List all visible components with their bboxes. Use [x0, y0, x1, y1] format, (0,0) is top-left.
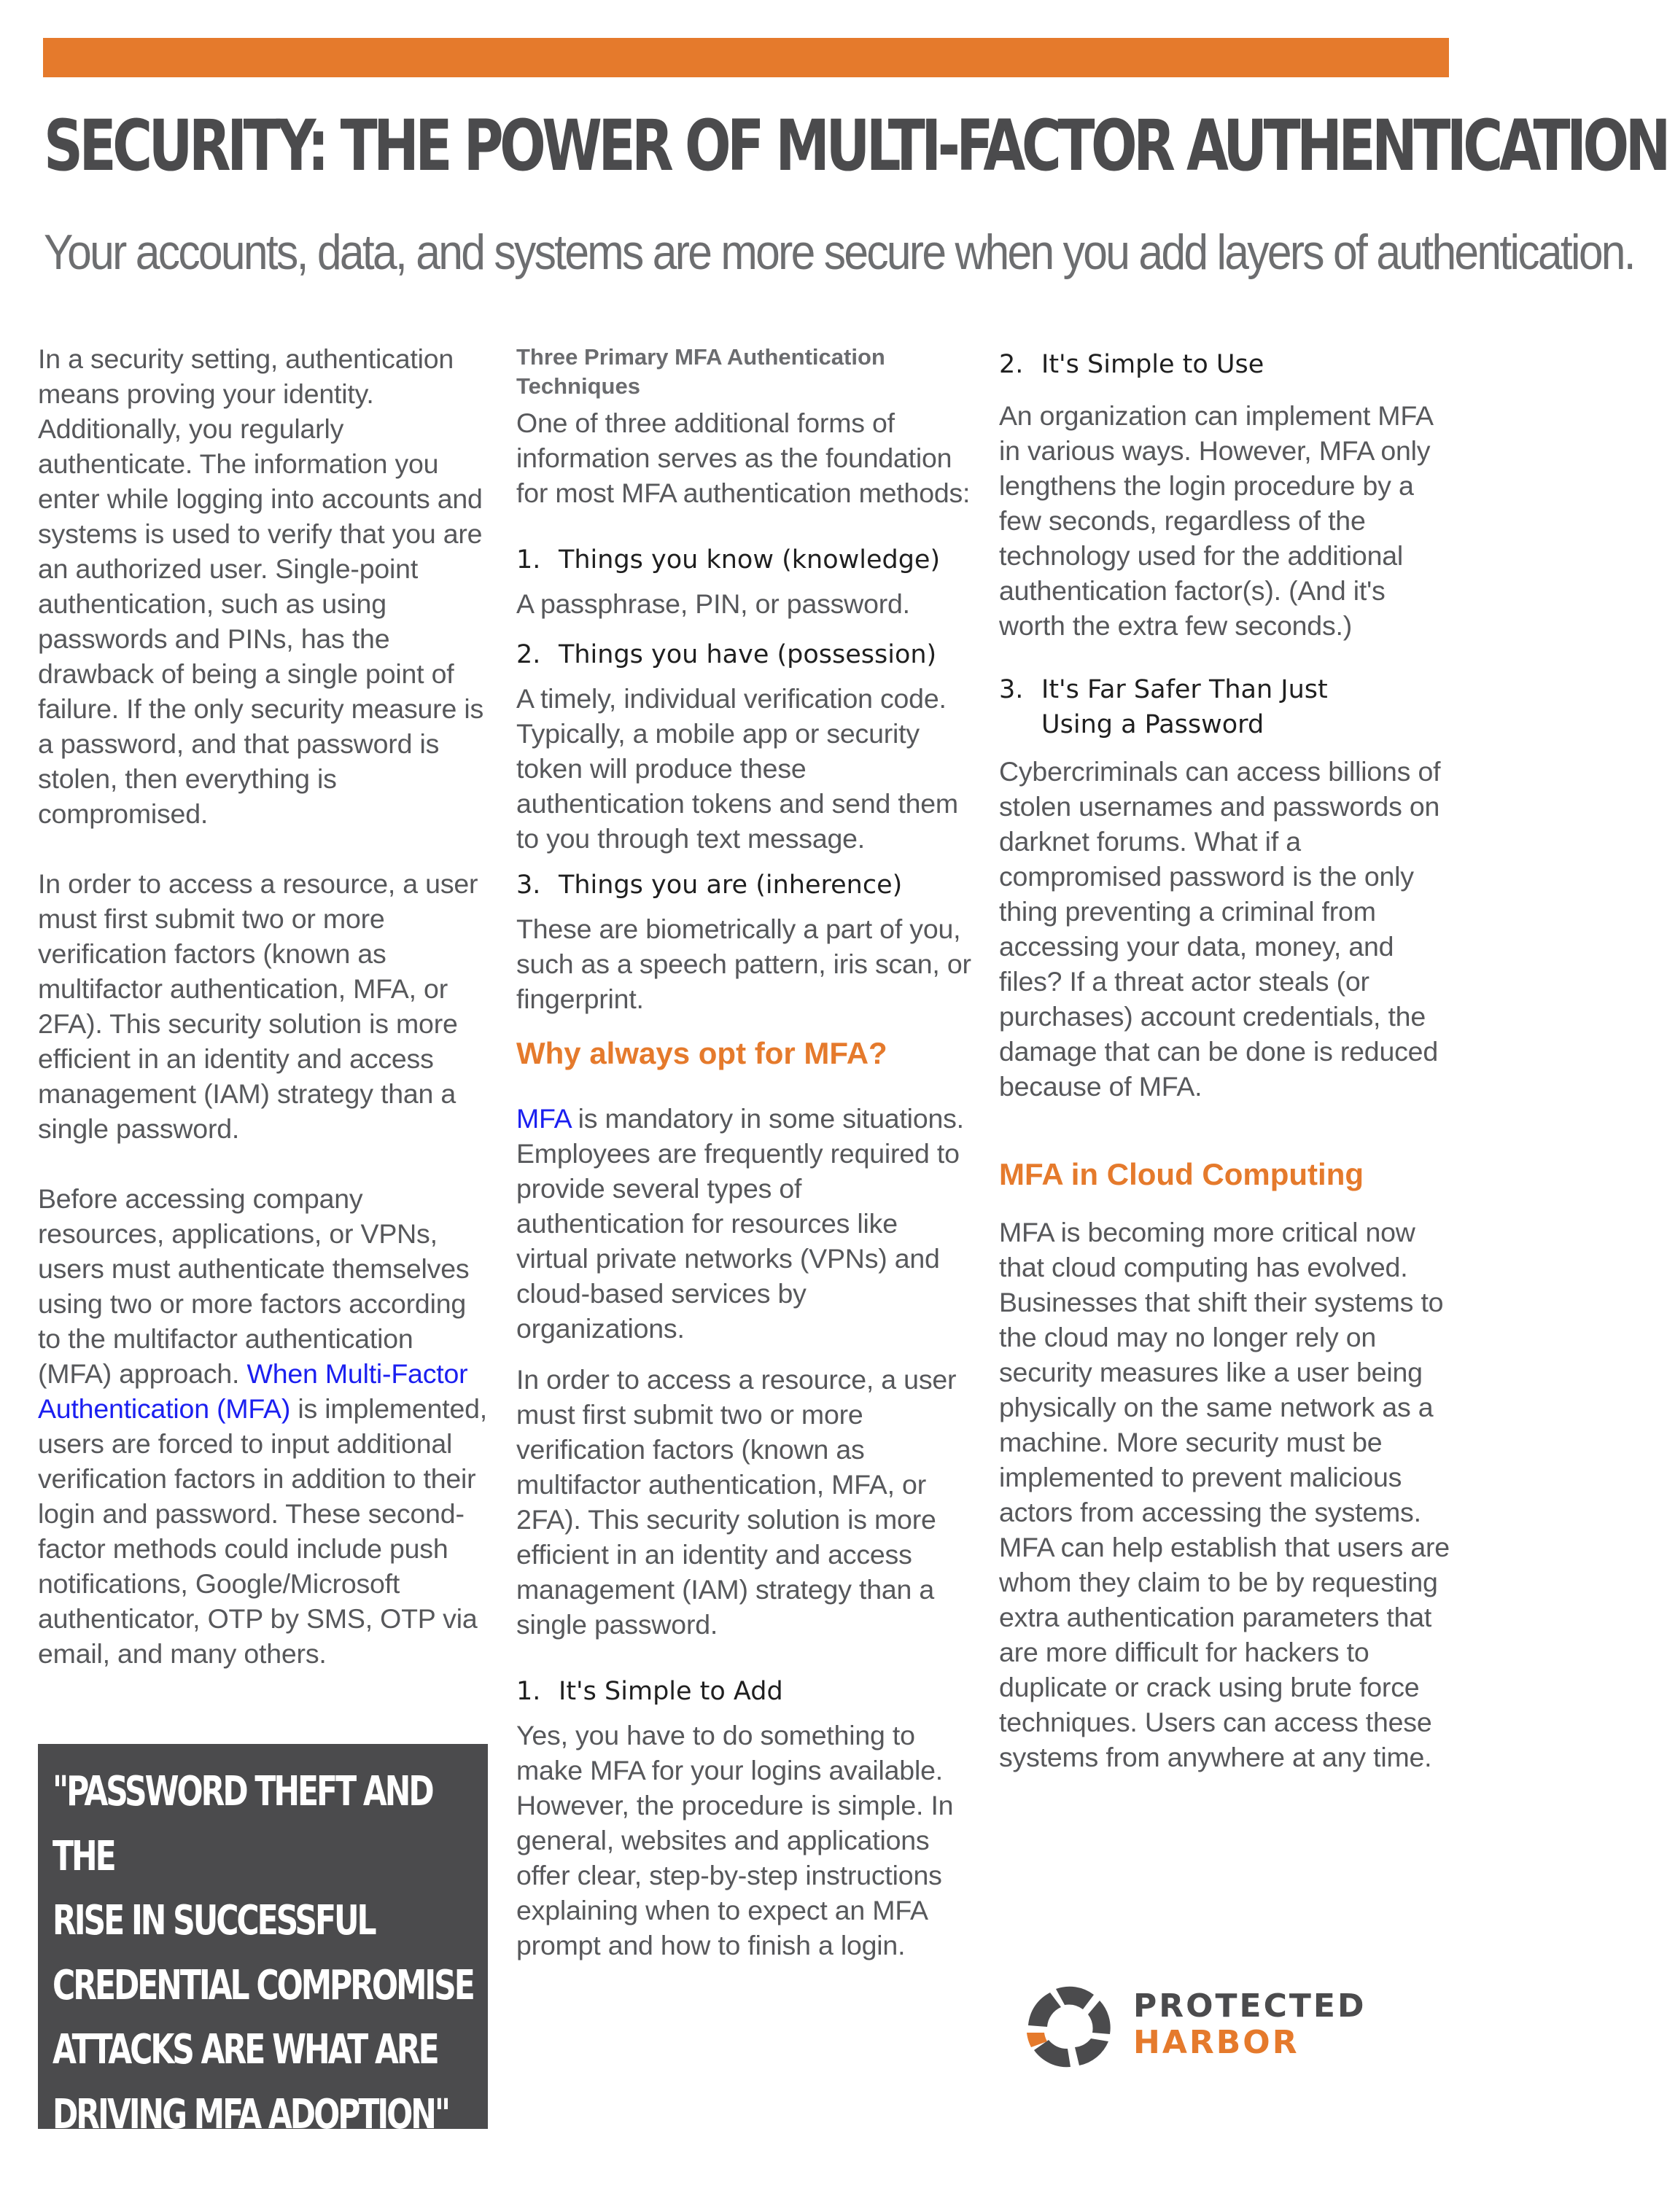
why-mfa-paragraph-text: is mandatory in some situations. Employees are frequently required to provide several types of authentication for resources like virtual private networks (VPNs) and cloud-based services by organizations. [516, 1103, 964, 1344]
technique-item-text: A timely, individual verification code. Typically, a mobile app or security token will produce these authentication tokens and send them to you through text message. [516, 683, 958, 854]
benefit-item-title: 3. It's Far Safer Than Just Using a Password [999, 675, 1328, 739]
column-right [999, 347, 1453, 1775]
paragraph-mfa-definition: In order to access a resource, a user must first submit two or more verification factors (known as multifactor authentication, MFA, or 2FA). This security solution is more efficient in an identity and access management (IAM) strategy than a single password. [38, 868, 478, 1144]
benefit-item-title: 2. It's Simple to Use [999, 350, 1264, 379]
top-accent-bar [43, 38, 1449, 77]
quote-text: "PASSWORD THEFT AND THE RISE IN SUCCESSFUL CREDENTIAL COMPROMISE ATTACKS ARE WHAT ARE DRIVING MFA ADOPTION" - RICHARD LUNA [53, 1768, 473, 2203]
benefit-item-title: 1. It's Simple to Add [516, 1677, 783, 1706]
paragraph-mfa-approach [38, 1181, 491, 1671]
column-middle [516, 343, 973, 1963]
paragraph-mfa-approach-text-rest: is implemented, users are forced to input additional verification factors in addition to their login and password. These second-factor methods could include push notifications, Google/Microsoft authenticator, OTP by SMS, OTP via email, and many others. [38, 1393, 487, 1669]
techniques-heading: Three Primary MFA Authentication Techniques [516, 344, 885, 399]
logo-word-protected: PROTECTED [1133, 1987, 1367, 2025]
why-mfa-heading: Why always opt for MFA? [516, 1036, 887, 1070]
technique-item-title: 3. Things you are (inherence) [516, 871, 903, 900]
mfa-inline-link[interactable]: MFA [516, 1103, 571, 1134]
technique-item-text: A passphrase, PIN, or password. [516, 588, 910, 619]
page-title: SECURITY: THE POWER OF MULTI-FACTOR AUTHENTICATION [44, 105, 1667, 187]
protected-harbor-logo [1006, 1974, 1386, 2069]
paragraph-authentication-intro: In a security setting, authentication means proving your identity. Additionally, you regularly authenticate. The information you enter while logging into accounts and systems is used to verify that you are an authorized user. Single-point authentication, such as using passwords and PINs, has the drawback of being a single point of failure. If the only security measure is a password, and that password is stolen, then everything is compromised. [38, 343, 484, 829]
page-subtitle: Your accounts, data, and systems are more secure when you add layers of authentication. [44, 225, 1634, 280]
cloud-heading: MFA in Cloud Computing [999, 1157, 1364, 1191]
mfa-link[interactable]: When Multi-Factor Authentication (MFA) [38, 1358, 468, 1424]
harbor-ring-icon [1006, 1974, 1130, 2069]
benefit-item-text: Yes, you have to do something to make MFA for your logins available. However, the procedure is simple. In general, websites and applications offer clear, step-by-step instructions explaining when to expect an MFA prompt and how to finish a login. [516, 1720, 954, 1960]
technique-item-title: 1. Things you know (knowledge) [516, 545, 941, 575]
logo-word-harbor: HARBOR [1133, 2024, 1299, 2061]
technique-item-text: These are biometrically a part of you, such as a speech pattern, iris scan, or fingerprint. [516, 914, 971, 1014]
column-left [38, 341, 491, 1671]
benefit-item-text: Cybercriminals can access billions of stolen usernames and passwords on darknet forums. What if a compromised password is the only thing preventing a criminal from accessing your data, money, and files? If a threat actor steals (or purchases) account credentials, the damage that can be done is reduced because of MFA. [999, 756, 1441, 1102]
paragraph-mfa-approach-text: Before accessing company resources, applications, or VPNs, users must authenticate themselves using two or more factors according to the multifactor authentication (MFA) approach. [38, 1183, 470, 1389]
quote-box [38, 1744, 488, 2203]
why-mfa-paragraph-2: In order to access a resource, a user must first submit two or more verification factors (known as multifactor authentication, MFA, or 2FA). This security solution is more efficient in an identity and access management (IAM) strategy than a single password. [516, 1364, 957, 1640]
why-mfa-paragraph [516, 1101, 973, 1346]
technique-item-title: 2. Things you have (possession) [516, 640, 937, 669]
techniques-intro: One of three additional forms of information serves as the foundation for most MFA authentication methods: [516, 408, 971, 508]
cloud-text: MFA is becoming more critical now that cloud computing has evolved. Businesses that shift their systems to the cloud may no longer rely on security measures like a user being physically on the same network as a machine. More security must be implemented to prevent malicious actors from accessing the systems. MFA can help establish that users are whom they claim to be by requesting extra authentication parameters that are more difficult for hackers to duplicate or crack using brute force techniques. Users can access these systems from anywhere at any time. [999, 1217, 1450, 1772]
benefit-item-text: An organization can implement MFA in various ways. However, MFA only lengthens the login procedure by a few seconds, regardless of the technology used for the additional authentication factor(s). (And it's worth the extra few seconds.) [999, 400, 1432, 641]
